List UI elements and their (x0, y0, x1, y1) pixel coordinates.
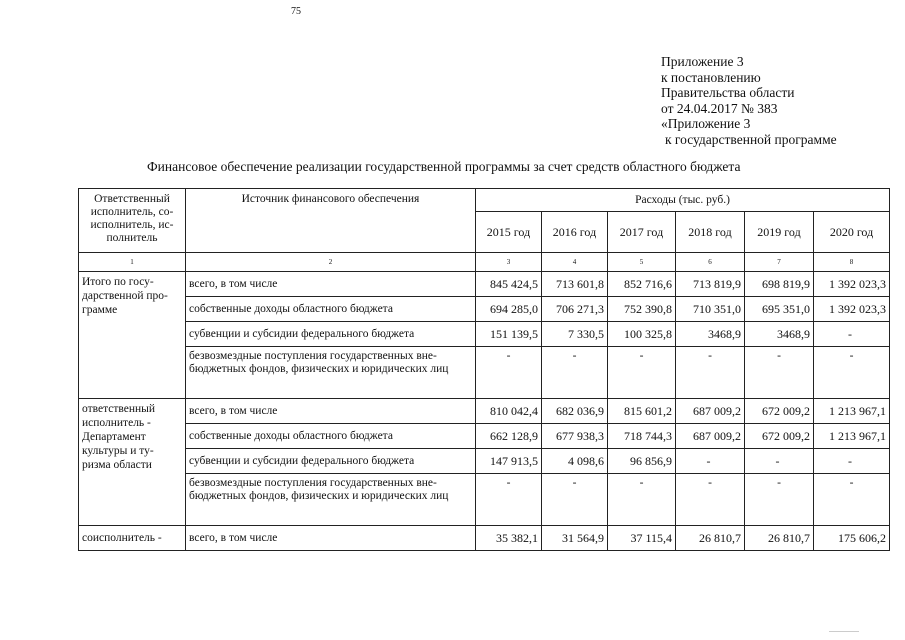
value-cell: - (476, 474, 542, 526)
value-cell: - (676, 449, 745, 474)
source-cell: субвенции и субсидии федерального бюджета (186, 322, 476, 347)
appendix-line: от 24.04.2017 № 383 (661, 100, 778, 116)
value-cell: 687 009,2 (676, 424, 745, 449)
appendix-line: Приложение 3 (661, 54, 744, 69)
value-cell: - (814, 347, 890, 399)
document-title: Финансовое обеспечение реализации государственной программы за счет средств областного бюджета (147, 159, 741, 174)
header-expenses: Расходы (тыс. руб.) (476, 189, 890, 212)
source-cell: собственные доходы областного бюджета (186, 424, 476, 449)
value-cell: 151 139,5 (476, 322, 542, 347)
value-cell: 1 213 967,1 (814, 399, 890, 424)
value-cell: 37 115,4 (608, 526, 676, 551)
value-cell: - (542, 474, 608, 526)
value-cell: - (814, 449, 890, 474)
appendix-header (661, 54, 837, 147)
executor-cell: ответственный исполнитель - Департамент культуры и ту-ризма области (79, 399, 186, 526)
table-row (79, 449, 890, 474)
value-cell: - (814, 322, 890, 347)
value-cell: 752 390,8 (608, 297, 676, 322)
page-number: 75 (291, 6, 301, 17)
value-cell: 852 716,6 (608, 272, 676, 297)
value-cell: 175 606,2 (814, 526, 890, 551)
source-cell: собственные доходы областного бюджета (186, 297, 476, 322)
value-cell: 147 913,5 (476, 449, 542, 474)
scan-edge-mark (829, 631, 859, 632)
value-cell: 698 819,9 (745, 272, 814, 297)
value-cell: 4 098,6 (542, 449, 608, 474)
finance-table (78, 188, 890, 551)
value-cell: - (676, 474, 745, 526)
header-year: 2016 год (542, 212, 608, 253)
value-cell: 96 856,9 (608, 449, 676, 474)
source-cell: субвенции и субсидии федерального бюджета (186, 449, 476, 474)
value-cell: 713 601,8 (542, 272, 608, 297)
value-cell: 26 810,7 (676, 526, 745, 551)
value-cell: 1 392 023,3 (814, 272, 890, 297)
value-cell: 3468,9 (745, 322, 814, 347)
column-number-row (79, 253, 890, 272)
value-cell: - (745, 347, 814, 399)
header-year: 2018 год (676, 212, 745, 253)
appendix-line: «Приложение 3 (661, 116, 751, 131)
value-cell: 26 810,7 (745, 526, 814, 551)
value-cell: - (608, 347, 676, 399)
value-cell: - (542, 347, 608, 399)
header-year: 2015 год (476, 212, 542, 253)
value-cell: 718 744,3 (608, 424, 676, 449)
header-source: Источник финансового обеспечения (186, 189, 476, 253)
appendix-line: к постановлению (661, 69, 761, 85)
value-cell: - (745, 474, 814, 526)
column-number: 5 (608, 253, 676, 272)
table-row (79, 272, 890, 297)
table-row (79, 526, 890, 551)
executor-cell: соисполнитель - (79, 526, 186, 551)
value-cell: - (476, 347, 542, 399)
value-cell: 35 382,1 (476, 526, 542, 551)
value-cell: - (608, 474, 676, 526)
column-number: 1 (79, 253, 186, 272)
value-cell: 1 213 967,1 (814, 424, 890, 449)
table-row (79, 474, 890, 526)
value-cell: 687 009,2 (676, 399, 745, 424)
header-year: 2020 год (814, 212, 890, 253)
value-cell: 100 325,8 (608, 322, 676, 347)
value-cell: - (745, 449, 814, 474)
value-cell: 672 009,2 (745, 399, 814, 424)
appendix-line: Правительства области (661, 85, 795, 100)
appendix-line: к государственной программе (665, 131, 837, 147)
value-cell: 845 424,5 (476, 272, 542, 297)
column-number: 6 (676, 253, 745, 272)
source-cell: всего, в том числе (186, 399, 476, 424)
source-cell: безвозмездные поступления государственных вне-бюджетных фондов, физических и юридических лиц (186, 474, 476, 526)
source-cell: всего, в том числе (186, 272, 476, 297)
column-number: 4 (542, 253, 608, 272)
column-number: 3 (476, 253, 542, 272)
value-cell: 31 564,9 (542, 526, 608, 551)
value-cell: 706 271,3 (542, 297, 608, 322)
source-cell: всего, в том числе (186, 526, 476, 551)
value-cell: 810 042,4 (476, 399, 542, 424)
column-number: 7 (745, 253, 814, 272)
executor-cell: Итого по госу-дарственной про-грамме (79, 272, 186, 399)
value-cell: 695 351,0 (745, 297, 814, 322)
value-cell: 677 938,3 (542, 424, 608, 449)
header-executor: Ответственный исполнитель, со-исполнитель, ис-полнитель (79, 189, 186, 253)
value-cell: 662 128,9 (476, 424, 542, 449)
source-cell: безвозмездные поступления государственных вне-бюджетных фондов, физических и юридических лиц (186, 347, 476, 399)
column-number: 8 (814, 253, 890, 272)
value-cell: 1 392 023,3 (814, 297, 890, 322)
table-row (79, 322, 890, 347)
column-number: 2 (186, 253, 476, 272)
table-row (79, 424, 890, 449)
value-cell: 713 819,9 (676, 272, 745, 297)
value-cell: 672 009,2 (745, 424, 814, 449)
value-cell: 710 351,0 (676, 297, 745, 322)
value-cell: - (676, 347, 745, 399)
header-year: 2017 год (608, 212, 676, 253)
value-cell: 682 036,9 (542, 399, 608, 424)
value-cell: 815 601,2 (608, 399, 676, 424)
header-year: 2019 год (745, 212, 814, 253)
value-cell: 7 330,5 (542, 322, 608, 347)
value-cell: 3468,9 (676, 322, 745, 347)
value-cell: 694 285,0 (476, 297, 542, 322)
table-row (79, 399, 890, 424)
value-cell: - (814, 474, 890, 526)
table-row (79, 347, 890, 399)
table-row (79, 297, 890, 322)
